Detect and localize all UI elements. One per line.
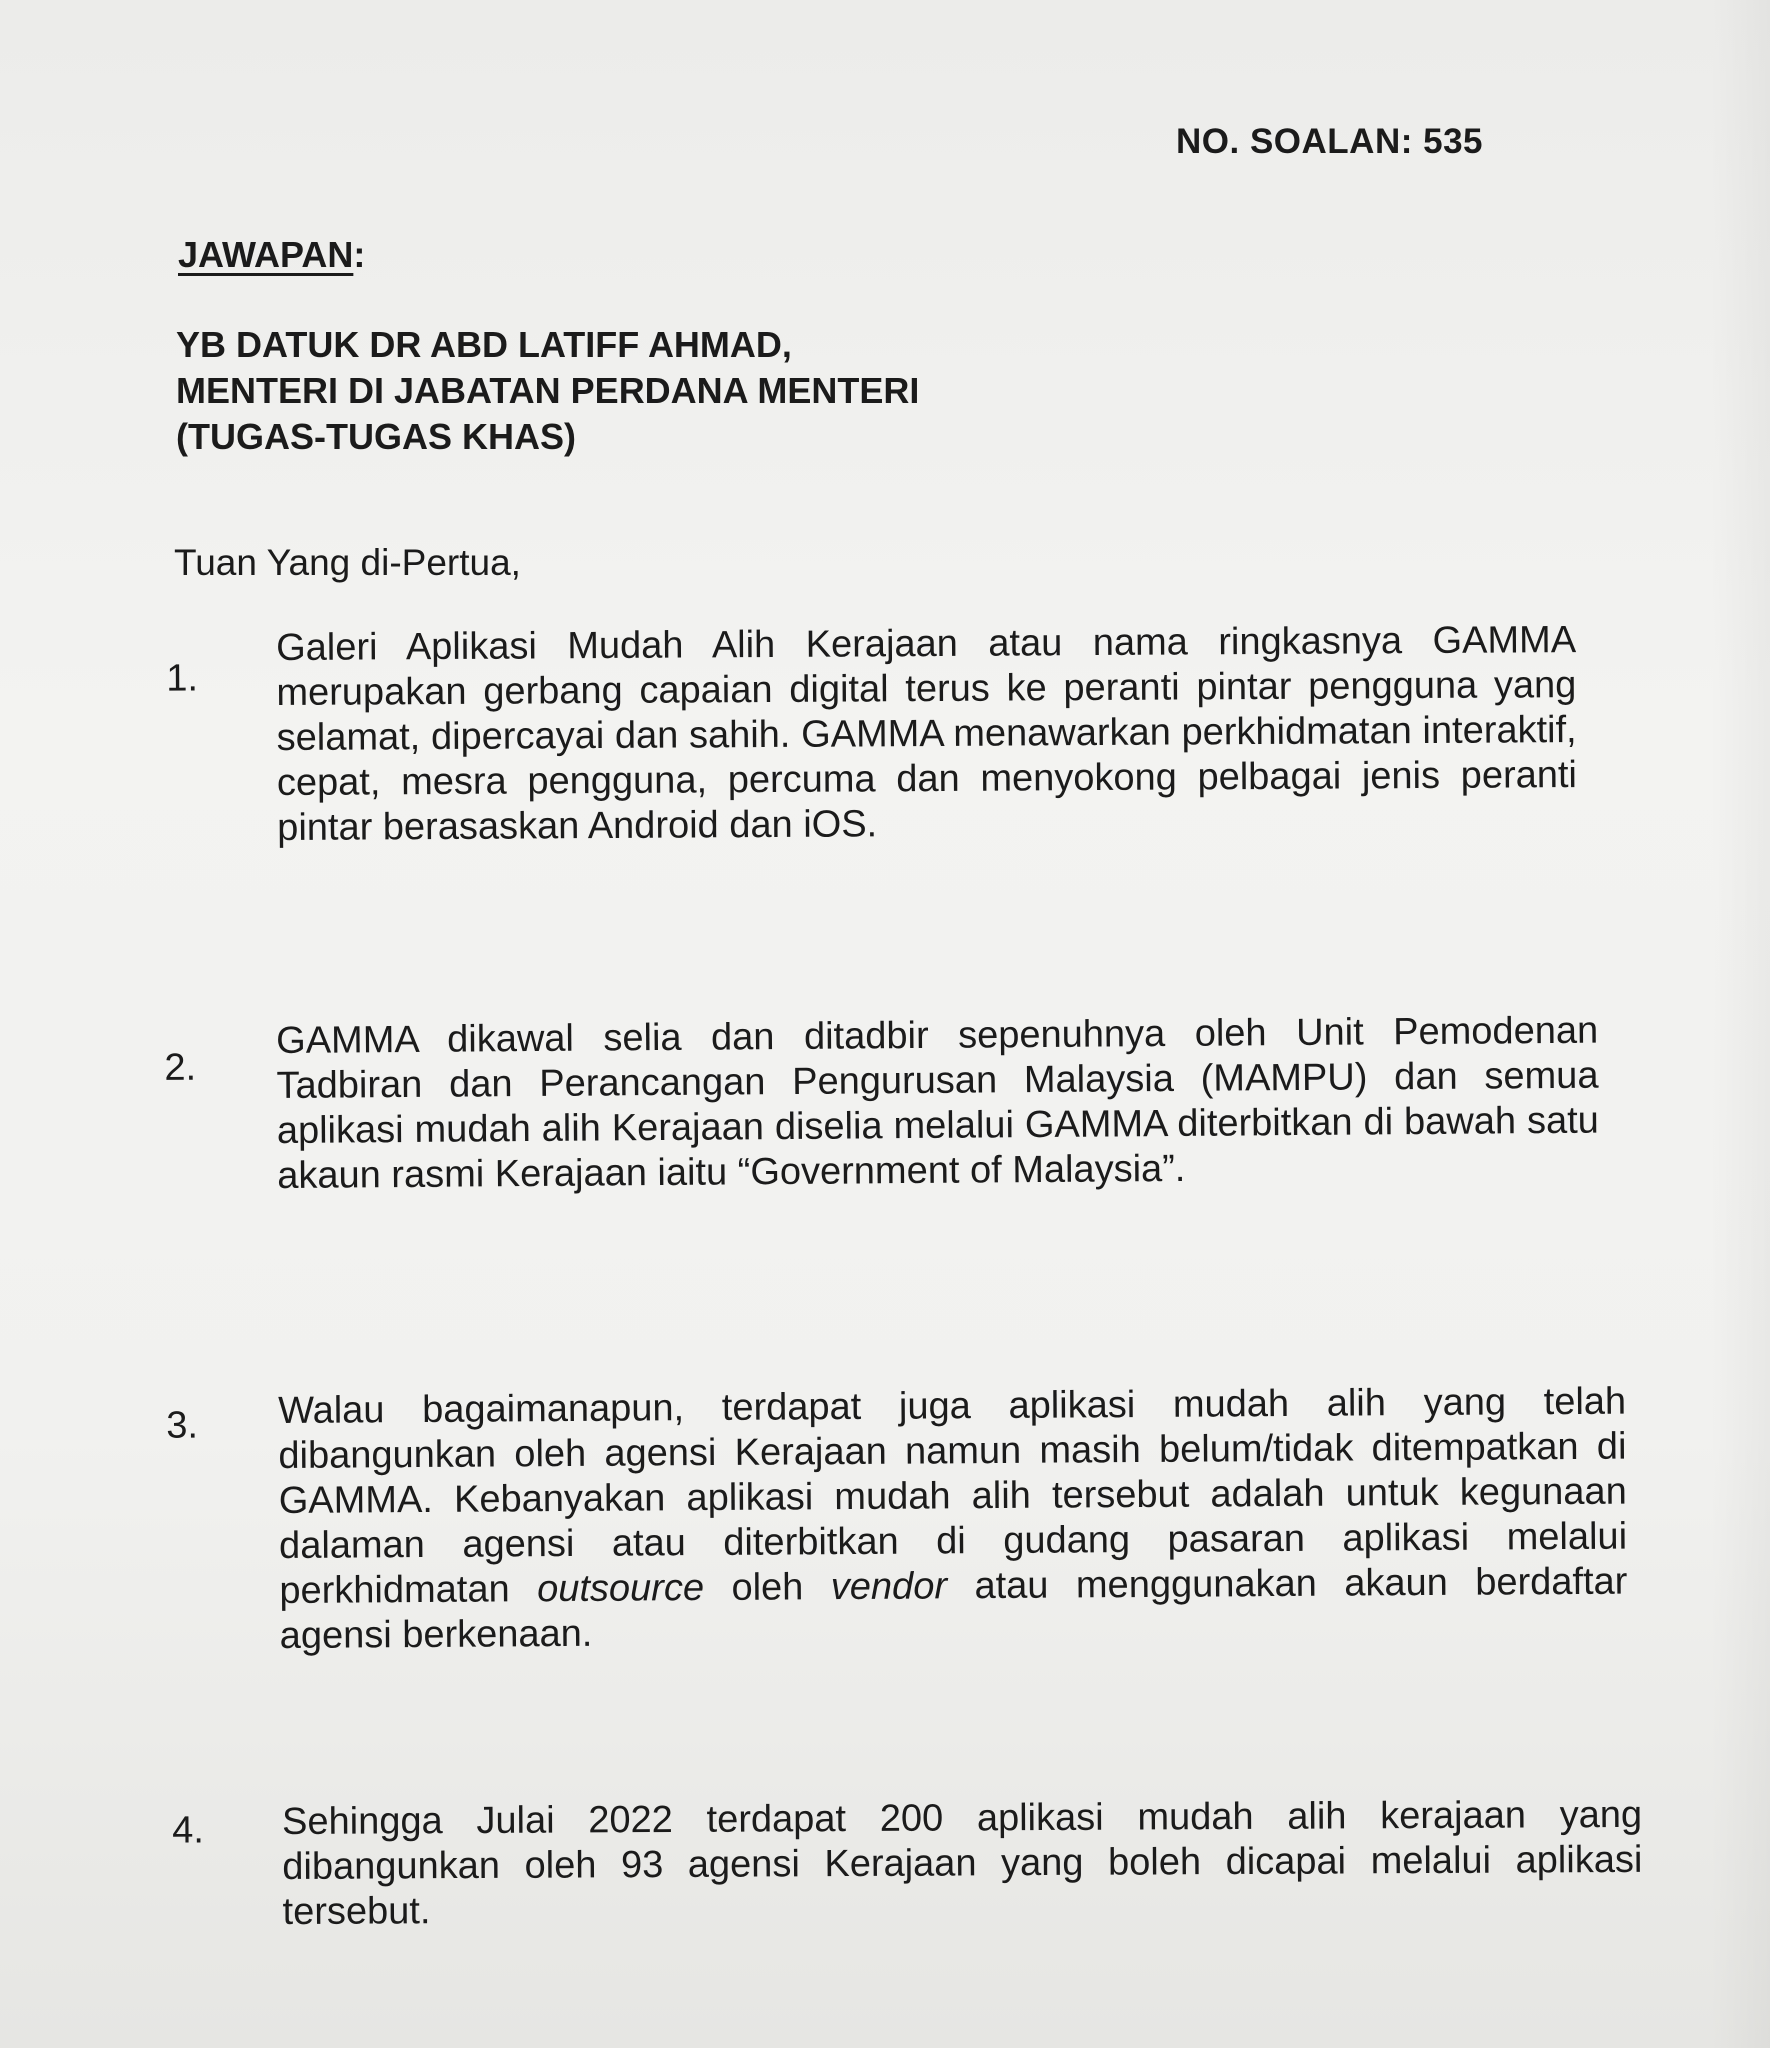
paragraph-2 <box>164 1009 1600 1199</box>
paragraph-text <box>278 1380 1628 1659</box>
minister-block <box>176 322 919 460</box>
paragraph-text: GAMMA dikawal selia dan ditadbir sepenuhnya oleh Unit Pemodenan Tadbiran dan Perancangan Pengurusan Malaysia (MAMPU) dan semua aplikasi mudah alih Kerajaan diselia melalui GAMMA diterbitkan di bawah satu akaun rasmi Kerajaan iaitu “Government of Malaysia”. <box>276 1009 1600 1197</box>
minister-name: YB DATUK DR ABD LATIFF AHMAD, <box>176 324 792 365</box>
paragraph-text: Sehingga Julai 2022 terdapat 200 aplikasi mudah alih kerajaan yang dibangunkan oleh 93 agensi Kerajaan yang boleh dicapai melalui aplikasi tersebut. <box>282 1793 1643 1933</box>
paragraph-text-part: oleh <box>703 1566 831 1610</box>
answer-heading <box>178 234 365 276</box>
answer-heading-text: JAWAPAN <box>178 234 354 275</box>
answer-heading-colon: : <box>353 234 366 275</box>
paragraph-3 <box>166 1380 1628 1659</box>
minister-portfolio: (TUGAS-TUGAS KHAS) <box>176 416 576 457</box>
paragraph-number: 4. <box>172 1809 204 1852</box>
page-shadow <box>1710 0 1770 2048</box>
minister-title: MENTERI DI JABATAN PERDANA MENTERI <box>176 370 920 411</box>
salutation: Tuan Yang di-Pertua, <box>174 542 521 583</box>
question-number: NO. SOALAN: 535 <box>1176 122 1483 161</box>
paragraph-text: Galeri Aplikasi Mudah Alih Kerajaan atau nama ringkasnya GAMMA merupakan gerbang capaian digital terus ke peranti pintar pengguna yang selamat, dipercayai dan sahih. GAMMA menawarkan perkhidmatan interaktif, cepat, mesra pengguna, percuma dan menyokong pelbagai jenis peranti pintar berasaskan Android dan iOS. <box>276 619 1578 849</box>
italic-term: outsource <box>536 1567 705 1611</box>
paragraph-number: 3. <box>166 1404 199 1447</box>
paragraph-number: 2. <box>164 1046 197 1089</box>
italic-term: vendor <box>830 1565 948 1609</box>
paragraph-number: 1. <box>166 657 199 700</box>
paragraph-4 <box>172 1793 1643 1935</box>
paragraph-text-part: atau menggunakan akaun berdaftar agensi berkenaan. <box>279 1560 1628 1657</box>
paragraph-1 <box>166 618 1578 851</box>
paragraph-text-part: Walau bagaimanapun, terdapat juga aplikasi mudah alih yang telah dibangunkan oleh agensi Kerajaan namun masih belum/tidak ditempatkan di GAMMA. Kebanyakan aplikasi mudah alih tersebut adalah untuk kegunaan dalaman agensi atau diterbitkan di gudang pasaran aplikasi melalui perkhidmatan <box>278 1380 1628 1612</box>
